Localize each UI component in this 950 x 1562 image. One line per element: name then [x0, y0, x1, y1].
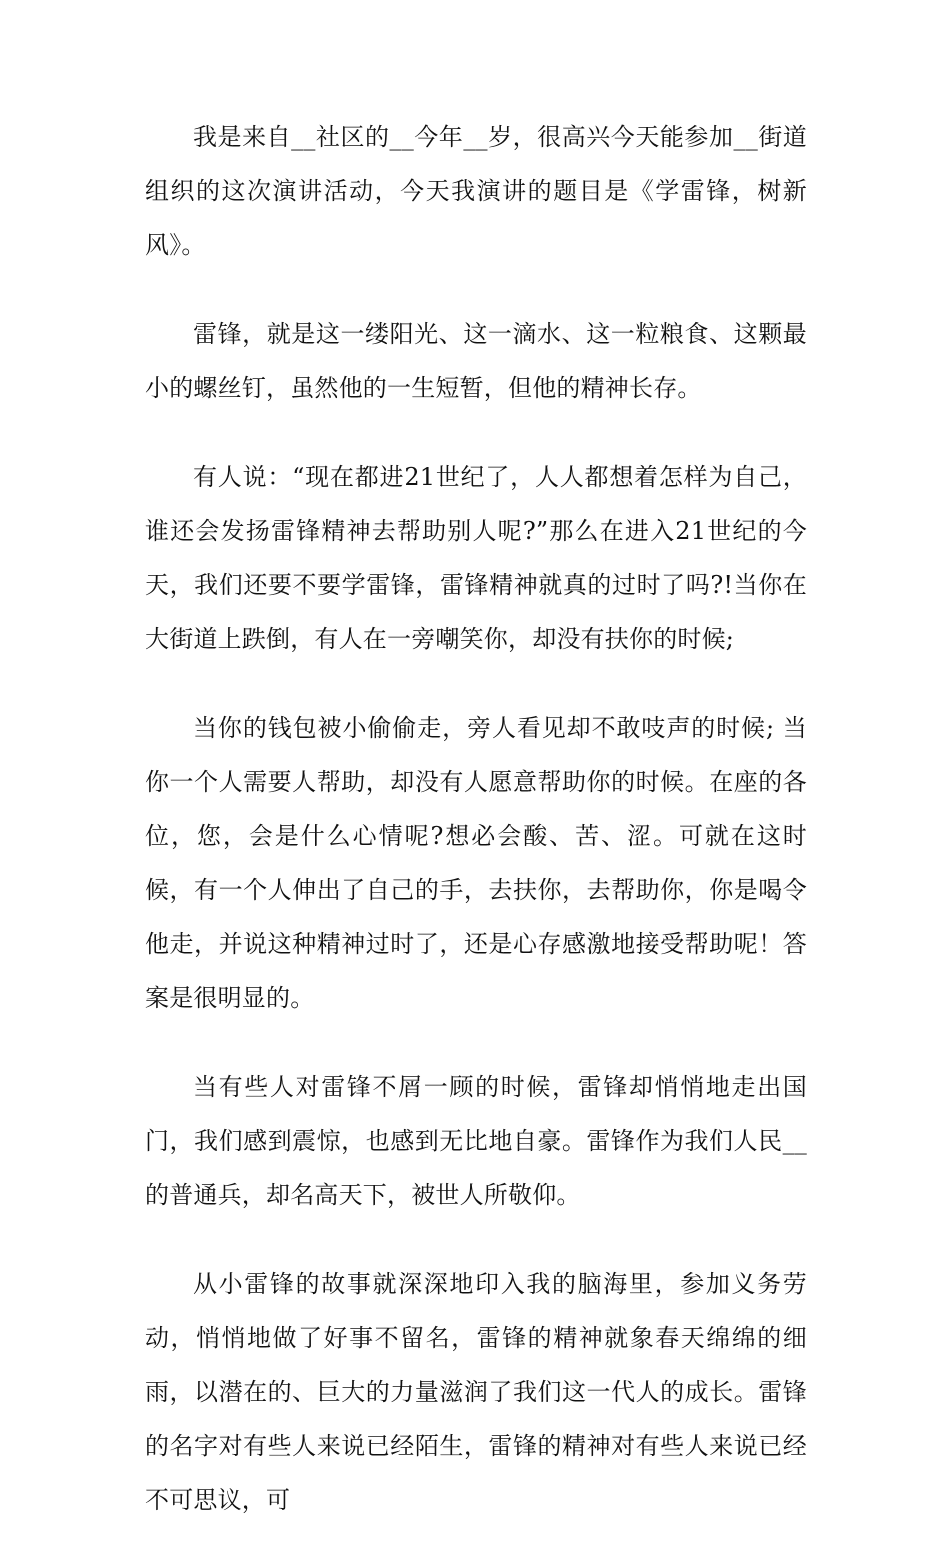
document-body — [145, 110, 807, 1562]
paragraph-5: 当有些人对雷锋不屑一顾的时候，雷锋却悄悄地走出国门，我们感到震惊，也感到无比地自豪。雷锋作为我们人民__的普通兵，却名高天下，被世人所敬仰。 — [145, 1073, 807, 1209]
paragraph-4: 当你的钱包被小偷偷走，旁人看见却不敢吱声的时候; 当你一个人需要人帮助，却没有人愿意帮助你的时候。在座的各位，您，会是什么心情呢?想必会酸、苦、涩。可就在这时候，有一个人伸出了自己的手，去扶你，去帮助你，你是喝令他走，并说这种精神过时了，还是心存感激地接受帮助呢！答案是很明显的。 — [145, 714, 807, 1012]
paragraph-6: 从小雷锋的故事就深深地印入我的脑海里，参加义务劳动，悄悄地做了好事不留名，雷锋的精神就象春天绵绵的细雨，以潜在的、巨大的力量滋润了我们这一代人的成长。雷锋的名字对有些人来说已经陌生，雷锋的精神对有些人来说已经不可思议，可 — [145, 1270, 807, 1514]
paragraph-2: 雷锋，就是这一缕阳光、这一滴水、这一粒粮食、这颗最小的螺丝钉，虽然他的一生短暂，但他的精神长存。 — [145, 320, 807, 402]
paragraph-3: 有人说：“现在都进21世纪了，人人都想着怎样为自己，谁还会发扬雷锋精神去帮助别人呢?”那么在进入21世纪的今天，我们还要不要学雷锋，雷锋精神就真的过时了吗?!当你在大街道上跌倒，有人在一旁嘲笑你，却没有扶你的时候; — [145, 463, 807, 653]
paragraph-1: 我是来自__社区的__今年__岁，很高兴今天能参加__街道组织的这次演讲活动，今天我演讲的题目是《学雷锋，树新风》。 — [145, 123, 807, 259]
